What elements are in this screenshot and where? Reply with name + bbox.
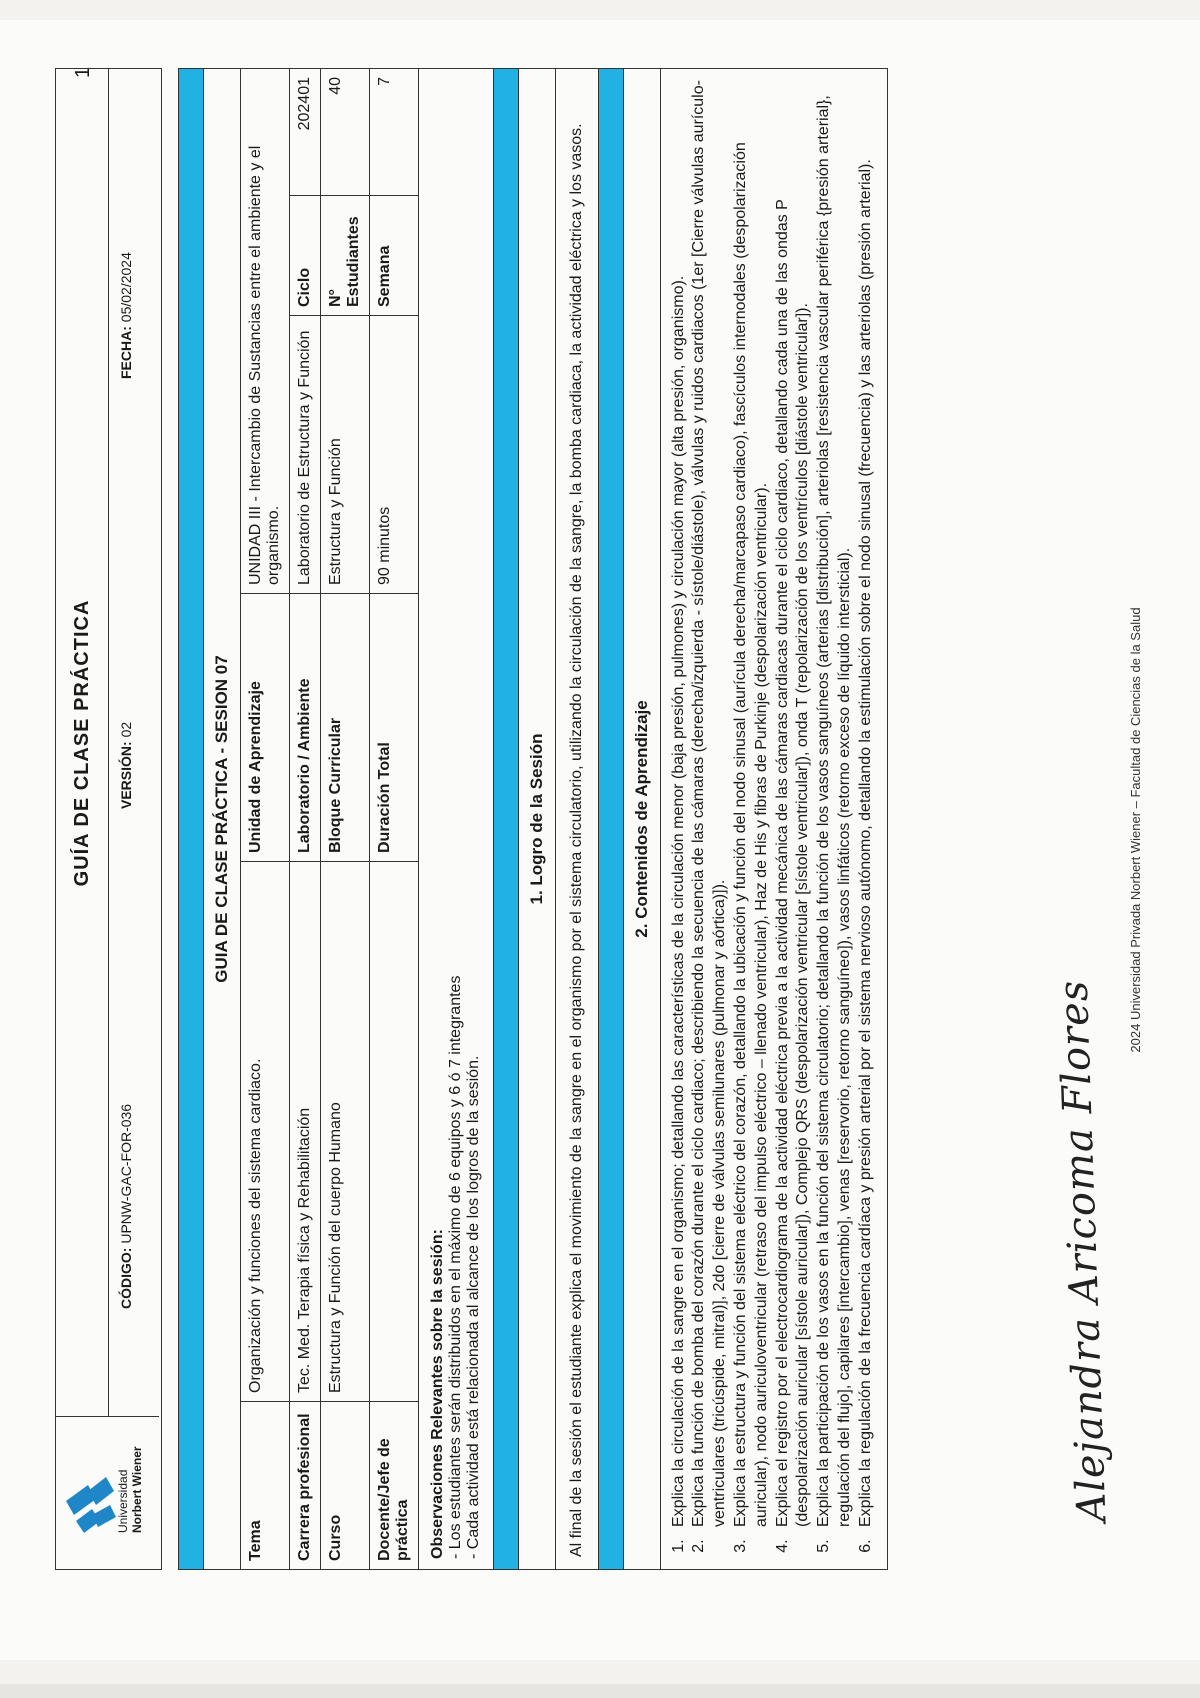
- page-footer: 2024 Universidad Privada Norbert Wiener – Facultad de Ciencias de la Salud: [1128, 607, 1143, 1053]
- teal-bar: [179, 69, 204, 1569]
- semana-label: Semana: [370, 195, 418, 315]
- tema-value: Organización y funciones del sistema cardiaco.: [241, 861, 289, 1401]
- docente-value: [370, 861, 418, 1401]
- codigo-label: CÓDIGO:: [118, 1247, 134, 1309]
- fecha-field: [118, 252, 134, 379]
- fecha-value: 05/02/2024: [118, 252, 134, 323]
- list-item: 1. Explica la circulación de la sangre en el organismo; detallando las características de la circulación menor (baja presión, pulmones) y circulación mayor (alta presión, organismo).: [669, 79, 690, 1535]
- document-page: [0, 20, 1200, 1660]
- unidad-value: UNIDAD III - Intercambio de Sustancias entre el ambiente y el organismo.: [247, 145, 282, 585]
- observation-line: - Los estudiantes serán distribuidos en el máximo de 6 equipos y 6 ó 7 integrantes: [447, 975, 464, 1559]
- session-title: GUIA DE CLASE PRÁCTICA - SESION 07: [204, 69, 241, 1569]
- estudiantes-value: 40: [327, 77, 344, 95]
- logro-title: 1. Logro de la Sesión: [519, 69, 556, 1569]
- estudiantes-label: N° Estudiantes: [321, 195, 369, 315]
- tema-label: Tema: [241, 1401, 289, 1569]
- bloque-value: Estructura y Función: [321, 315, 369, 593]
- curso-label: Curso: [321, 1401, 369, 1569]
- logro-text: Al final de la sesión el estudiante explica el movimiento de la sangre en el organismo por el sistema circulatorio, utilizando la circulación de la sangre, la bomba cardiaca, la actividad eléctrica y los vasos.: [556, 69, 599, 1569]
- list-item: 6. Explica la regulación de la frecuencia cardíaca y presión arterial por el sistema nervioso autónomo, detallando la estimulación sobre el nodo sinusal (frecuencia) y las arteriolas (presión arterial).: [856, 79, 877, 1535]
- contenidos-title: 2. Contenidos de Aprendizaje: [624, 69, 661, 1569]
- version-label: VERSIÓN:: [118, 741, 134, 809]
- table-row: [321, 69, 370, 1569]
- duracion-value: 90 minutos: [370, 315, 418, 593]
- observations-block: [419, 69, 494, 1569]
- table-row: [370, 69, 419, 1569]
- document-header: [55, 68, 162, 1570]
- table-row: [241, 69, 290, 1569]
- version-value: 02: [118, 721, 134, 738]
- observation-line: - Cada actividad está relacionada al alcance de los logros de la sesión.: [465, 1055, 482, 1559]
- logo-line1: Universidad: [116, 1469, 130, 1533]
- duracion-label: Duración Total: [370, 593, 418, 861]
- list-item: 2. Explica la función de bomba del corazón durante el ciclo cardiaco; describiendo la secuencia de las cámaras (derecha/izquierda - sístole/diástole), válvulas y ruidos cardiacos (1er [Cierre válvulas aurículo-ventriculares (tricúspide, mitral)], 2do [cierre de válvulas semilunares (pulmonar y aórtica)]).: [689, 79, 731, 1535]
- logo-cell: [56, 1416, 159, 1569]
- logo-line2: Norbert Wiener: [130, 1446, 144, 1533]
- scan-edge: [0, 1684, 1200, 1698]
- docente-label: Docente/Jefe de práctica: [370, 1401, 418, 1569]
- ciclo-label: Ciclo: [290, 195, 320, 315]
- university-logo-icon: [66, 1475, 116, 1535]
- curso-value: Estructura y Función del cuerpo Humano: [321, 861, 369, 1401]
- list-item: 4. Explica el registro por el electrocardiograma de la actividad eléctrica previa a la actividad mecánica de las cámaras cardiacas durante el ciclo cardiaco, detallando cada una de las ondas P (despolarización auricular [sístole auricular]), Complejo QRS (despolarización ventricular [sístole ventricular]), onda T (repolarización de los ventrículos [diástole ventricular]).: [773, 79, 815, 1535]
- teal-bar: [599, 69, 624, 1569]
- list-item: 3. Explica la estructura y función del sistema eléctrico del corazón, detallando la ubicación y función del nodo sinusal (aurícula derecha/marcapaso cardiaco), fascículos internodales (despolarización auricular), nodo auriculoventricular (retraso del impulso eléctrico – llenado ventricular), Haz de His y fibras de Purkinje (despolarización ventricular).: [731, 79, 773, 1535]
- fecha-label: FECHA:: [118, 326, 134, 379]
- ciclo-value: 202401: [296, 77, 313, 131]
- version-field: [118, 722, 134, 809]
- lab-label: Laboratorio / Ambiente: [290, 593, 320, 861]
- table-row: [290, 69, 321, 1569]
- observations-title: Observaciones Relevantes sobre la sesión:: [429, 1229, 446, 1559]
- semana-value: 7: [376, 77, 393, 86]
- carrera-value: Tec. Med. Terapia física y Rehabilitación: [290, 861, 320, 1401]
- contenidos-list: [669, 79, 877, 1559]
- teal-bar: [494, 69, 519, 1569]
- unidad-label: Unidad de Aprendizaje: [241, 593, 289, 861]
- session-table: [178, 68, 888, 1570]
- handwritten-signature: Alejandra Aricoma Flores: [1050, 978, 1116, 1523]
- lab-value: Laboratorio de Estructura y Función: [290, 315, 320, 593]
- page-number: 1: [72, 66, 94, 78]
- document-title: GUÍA DE CLASE PRÁCTICA: [56, 69, 109, 1417]
- bloque-label: Bloque Curricular: [321, 593, 369, 861]
- list-item: 5. Explica la participación de los vasos en la función del sistema circulatorio; detallando la función de los vasos sanguíneos (arterias [distribución], arteriolas [resistencia vascular periférica {presión arterial}, regulación del flujo], capilares [intercambio], venas [reservorio, retorno sanguíneo]), vasos linfáticos (retorno exceso de líquido intersticial).: [814, 79, 856, 1535]
- codigo-field: [118, 1104, 134, 1309]
- codigo-value: UPNW-GAC-FOR-036: [118, 1103, 134, 1244]
- carrera-label: Carrera profesional: [290, 1401, 320, 1569]
